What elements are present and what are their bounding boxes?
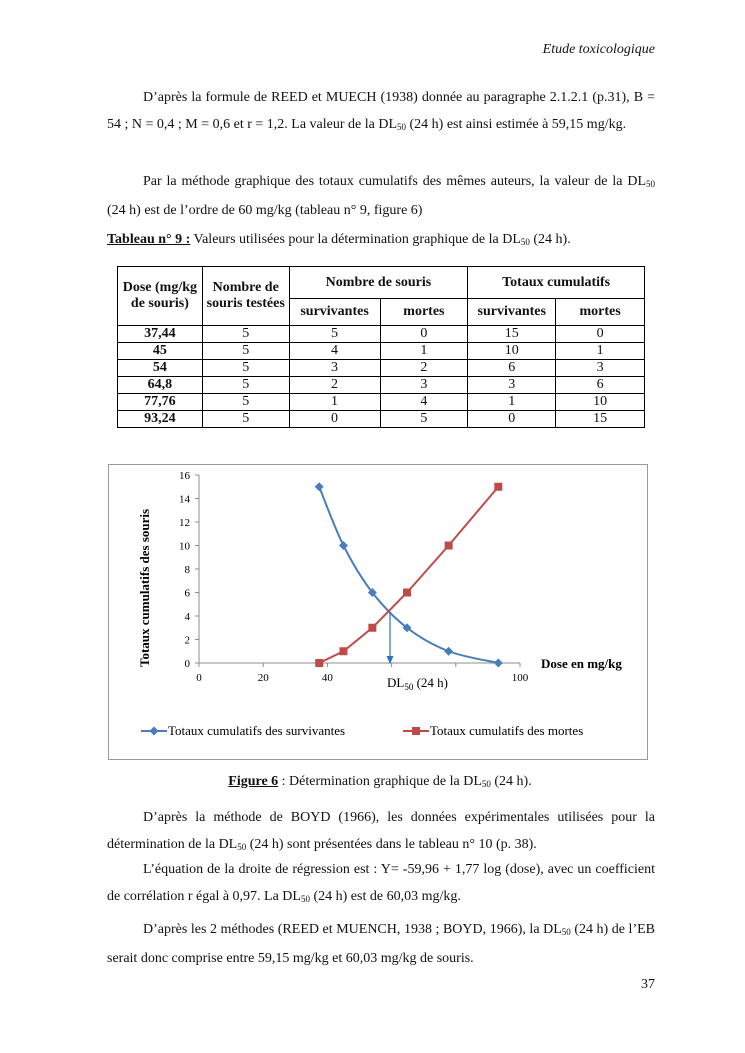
y-tick-label: 10 xyxy=(179,540,190,553)
paragraph-graphical-method: Par la méthode graphique des totaux cumulatifs des mêmes auteurs, la valeur de la $DL_{50}$ (24 h) est de l’ordre de 60 mg/kg (tableau n° 9, figure 6) xyxy=(107,174,655,218)
chart-legend xyxy=(141,723,583,738)
header-dose: Dose (mg/kg de souris) xyxy=(118,267,203,326)
x-tick-label: 40 xyxy=(321,672,333,684)
y-tick-label: 12 xyxy=(179,517,190,529)
y-tick-label: 2 xyxy=(184,634,190,647)
x-tick-label: 0 xyxy=(196,672,202,684)
paragraph-conclusion: D’après les 2 méthodes (REED et MUENCH, 1938 ; BOYD, 1966), la $DL_{50}$ (24 h) de l’EB serait donc comprise entre 59,15 mg/kg et 60,03 mg/kg de souris. xyxy=(107,922,655,966)
survivors-point xyxy=(444,647,453,656)
table-row: 77,76 5 1 4 1 10 xyxy=(118,394,645,411)
table-row: 64,8 5 2 3 3 6 xyxy=(118,377,645,394)
y-tick-label: 16 xyxy=(179,470,190,482)
dl50-annotation: $DL_{50}$ (24 h) xyxy=(387,675,449,692)
series-dead-line xyxy=(319,487,498,663)
y-tick-label: 0 xyxy=(184,658,190,670)
legend-survivors-marker xyxy=(150,727,159,736)
running-header: Etude toxicologique xyxy=(542,42,655,57)
header-mice: Nombre de souris xyxy=(289,267,468,299)
dead-point xyxy=(368,624,376,632)
table-row: 93,24 5 0 5 0 15 xyxy=(118,411,645,428)
header-total-surv: survivantes xyxy=(468,299,556,326)
figure-6-chart-frame xyxy=(108,464,648,760)
series-survivors-line xyxy=(319,487,498,663)
page-number: 37 xyxy=(641,977,655,992)
survivors-point xyxy=(339,541,348,550)
y-axis-label: Totaux cumulatifs des souris xyxy=(137,508,152,668)
dead-point xyxy=(445,542,453,550)
x-axis-label: Dose en mg/kg xyxy=(541,656,622,671)
dead-point xyxy=(315,659,323,667)
x-tick-label: 100 xyxy=(511,672,529,684)
paragraph-reed-muench: D’après la formule de REED et MUECH (1938) donnée au paragraphe 2.1.2.1 (p.31), B = 54 ; N = 0,4 ; M = 0,6 et r = 1,2. La valeur de la $DL_{50}$ (24 h) est ainsi estimée à 59,15 mg/kg. xyxy=(107,90,655,132)
figure-caption: Figure 6 : Détermination graphique de la $DL_{50}$ (24 h). xyxy=(228,774,532,789)
survivors-point xyxy=(315,482,324,491)
table-row: 37,44 5 5 0 15 0 xyxy=(118,326,645,343)
legend-survivors-label: Totaux cumulatifs des survivantes xyxy=(168,723,346,738)
values-table xyxy=(117,266,645,428)
table-row: 54 5 3 2 6 3 xyxy=(118,360,645,377)
dead-point xyxy=(403,589,411,597)
header-totals: Totaux cumulatifs xyxy=(468,267,645,299)
header-surv: survivantes xyxy=(289,299,380,326)
y-tick-label: 8 xyxy=(184,564,190,576)
paragraph-regression: L’équation de la droite de régression est : Y= -59,96 + 1,77 log (dose), avec un coefficient de corrélation r égal à 0,97. La $DL_{50}$ (24 h) est de 60,03 mg/kg. xyxy=(107,862,655,904)
survivors-point xyxy=(494,659,503,668)
legend-dead-marker xyxy=(412,727,420,735)
header-tested: Nombre de souris testées xyxy=(202,267,289,326)
legend-dead-label: Totaux cumulatifs des mortes xyxy=(430,723,584,738)
header-total-dead: mortes xyxy=(556,299,645,326)
y-tick-label: 6 xyxy=(184,587,190,600)
table-row: 45 5 4 1 10 1 xyxy=(118,343,645,360)
header-dead: mortes xyxy=(380,299,468,326)
y-tick-label: 14 xyxy=(179,493,190,506)
figure-6-chart xyxy=(109,465,647,759)
table-caption: Tableau n° 9 : Valeurs utilisées pour la détermination graphique de la $DL_{50}$ (24 h). xyxy=(107,232,571,247)
y-tick-label: 4 xyxy=(184,611,190,623)
dead-point xyxy=(339,647,347,655)
paragraph-boyd: D’après la méthode de BOYD (1966), les données expérimentales utilisées pour la détermination de la $DL_{50}$ (24 h) sont présentées dans le tableau n° 10 (p. 38). xyxy=(107,810,655,852)
dead-point xyxy=(494,483,502,491)
x-tick-label: 20 xyxy=(257,672,269,684)
